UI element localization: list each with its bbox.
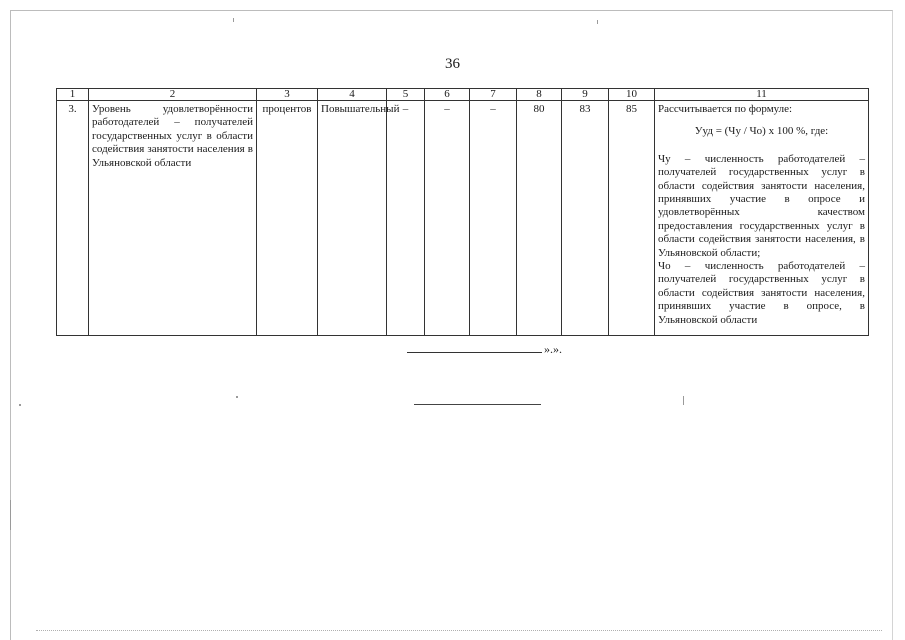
value-cell-9: 83 bbox=[562, 101, 609, 336]
closing-underline bbox=[407, 343, 542, 353]
column-header: 8 bbox=[517, 89, 562, 101]
calculation-method-cell bbox=[655, 101, 869, 336]
indicator-type-cell: Повышательный bbox=[318, 101, 387, 336]
column-header: 10 bbox=[609, 89, 655, 101]
indicator-name-cell: Уровень удовлетворённости работодателей – получателей государственных услуг в области содействия занятости населения в Ульяновской области bbox=[89, 101, 257, 336]
column-header: 4 bbox=[318, 89, 387, 101]
column-header: 11 bbox=[655, 89, 869, 101]
column-header: 1 bbox=[57, 89, 89, 101]
scan-speck bbox=[233, 18, 234, 22]
indicators-table bbox=[56, 88, 869, 336]
definition-cho: Чо – численность работодателей – получателей государственных услуг в области содействия занятости населения, принявших участие в опросе, в Ульяновской области bbox=[658, 260, 865, 326]
scan-speck bbox=[597, 20, 598, 24]
page-number: 36 bbox=[445, 56, 460, 72]
value-cell-8: 80 bbox=[517, 101, 562, 336]
column-header: 2 bbox=[89, 89, 257, 101]
column-header: 5 bbox=[387, 89, 425, 101]
value-cell-6: – bbox=[425, 101, 470, 336]
scan-speck bbox=[683, 396, 684, 405]
column-header: 3 bbox=[257, 89, 318, 101]
value-cell-10: 85 bbox=[609, 101, 655, 336]
value-cell-5: – bbox=[387, 101, 425, 336]
table-row bbox=[57, 101, 869, 336]
scan-speck bbox=[10, 500, 11, 530]
closing-line bbox=[407, 342, 562, 357]
column-header: 9 bbox=[562, 89, 609, 101]
column-header: 6 bbox=[425, 89, 470, 101]
end-separator-line bbox=[414, 404, 541, 405]
definition-chu: Чу – численность работодателей – получателей государственных услуг в области содействия занятости населения, принявших участие в опросе и удовлетворённых качеством предоставления государственных услуг в области содействия занятости населения, в Ульяновской области; bbox=[658, 152, 865, 259]
row-number-cell: 3. bbox=[57, 101, 89, 336]
scan-edge-noise bbox=[36, 630, 882, 634]
method-intro: Рассчитывается по формуле: bbox=[658, 103, 793, 115]
scan-speck bbox=[19, 404, 21, 406]
closing-mark: ».». bbox=[544, 342, 562, 356]
scan-speck bbox=[236, 396, 238, 398]
table-header-row bbox=[57, 89, 869, 101]
value-cell-7: – bbox=[470, 101, 517, 336]
formula: Ууд = (Чу / Чо) х 100 %, где: bbox=[694, 125, 829, 138]
column-header: 7 bbox=[470, 89, 517, 101]
unit-cell: процентов bbox=[257, 101, 318, 336]
